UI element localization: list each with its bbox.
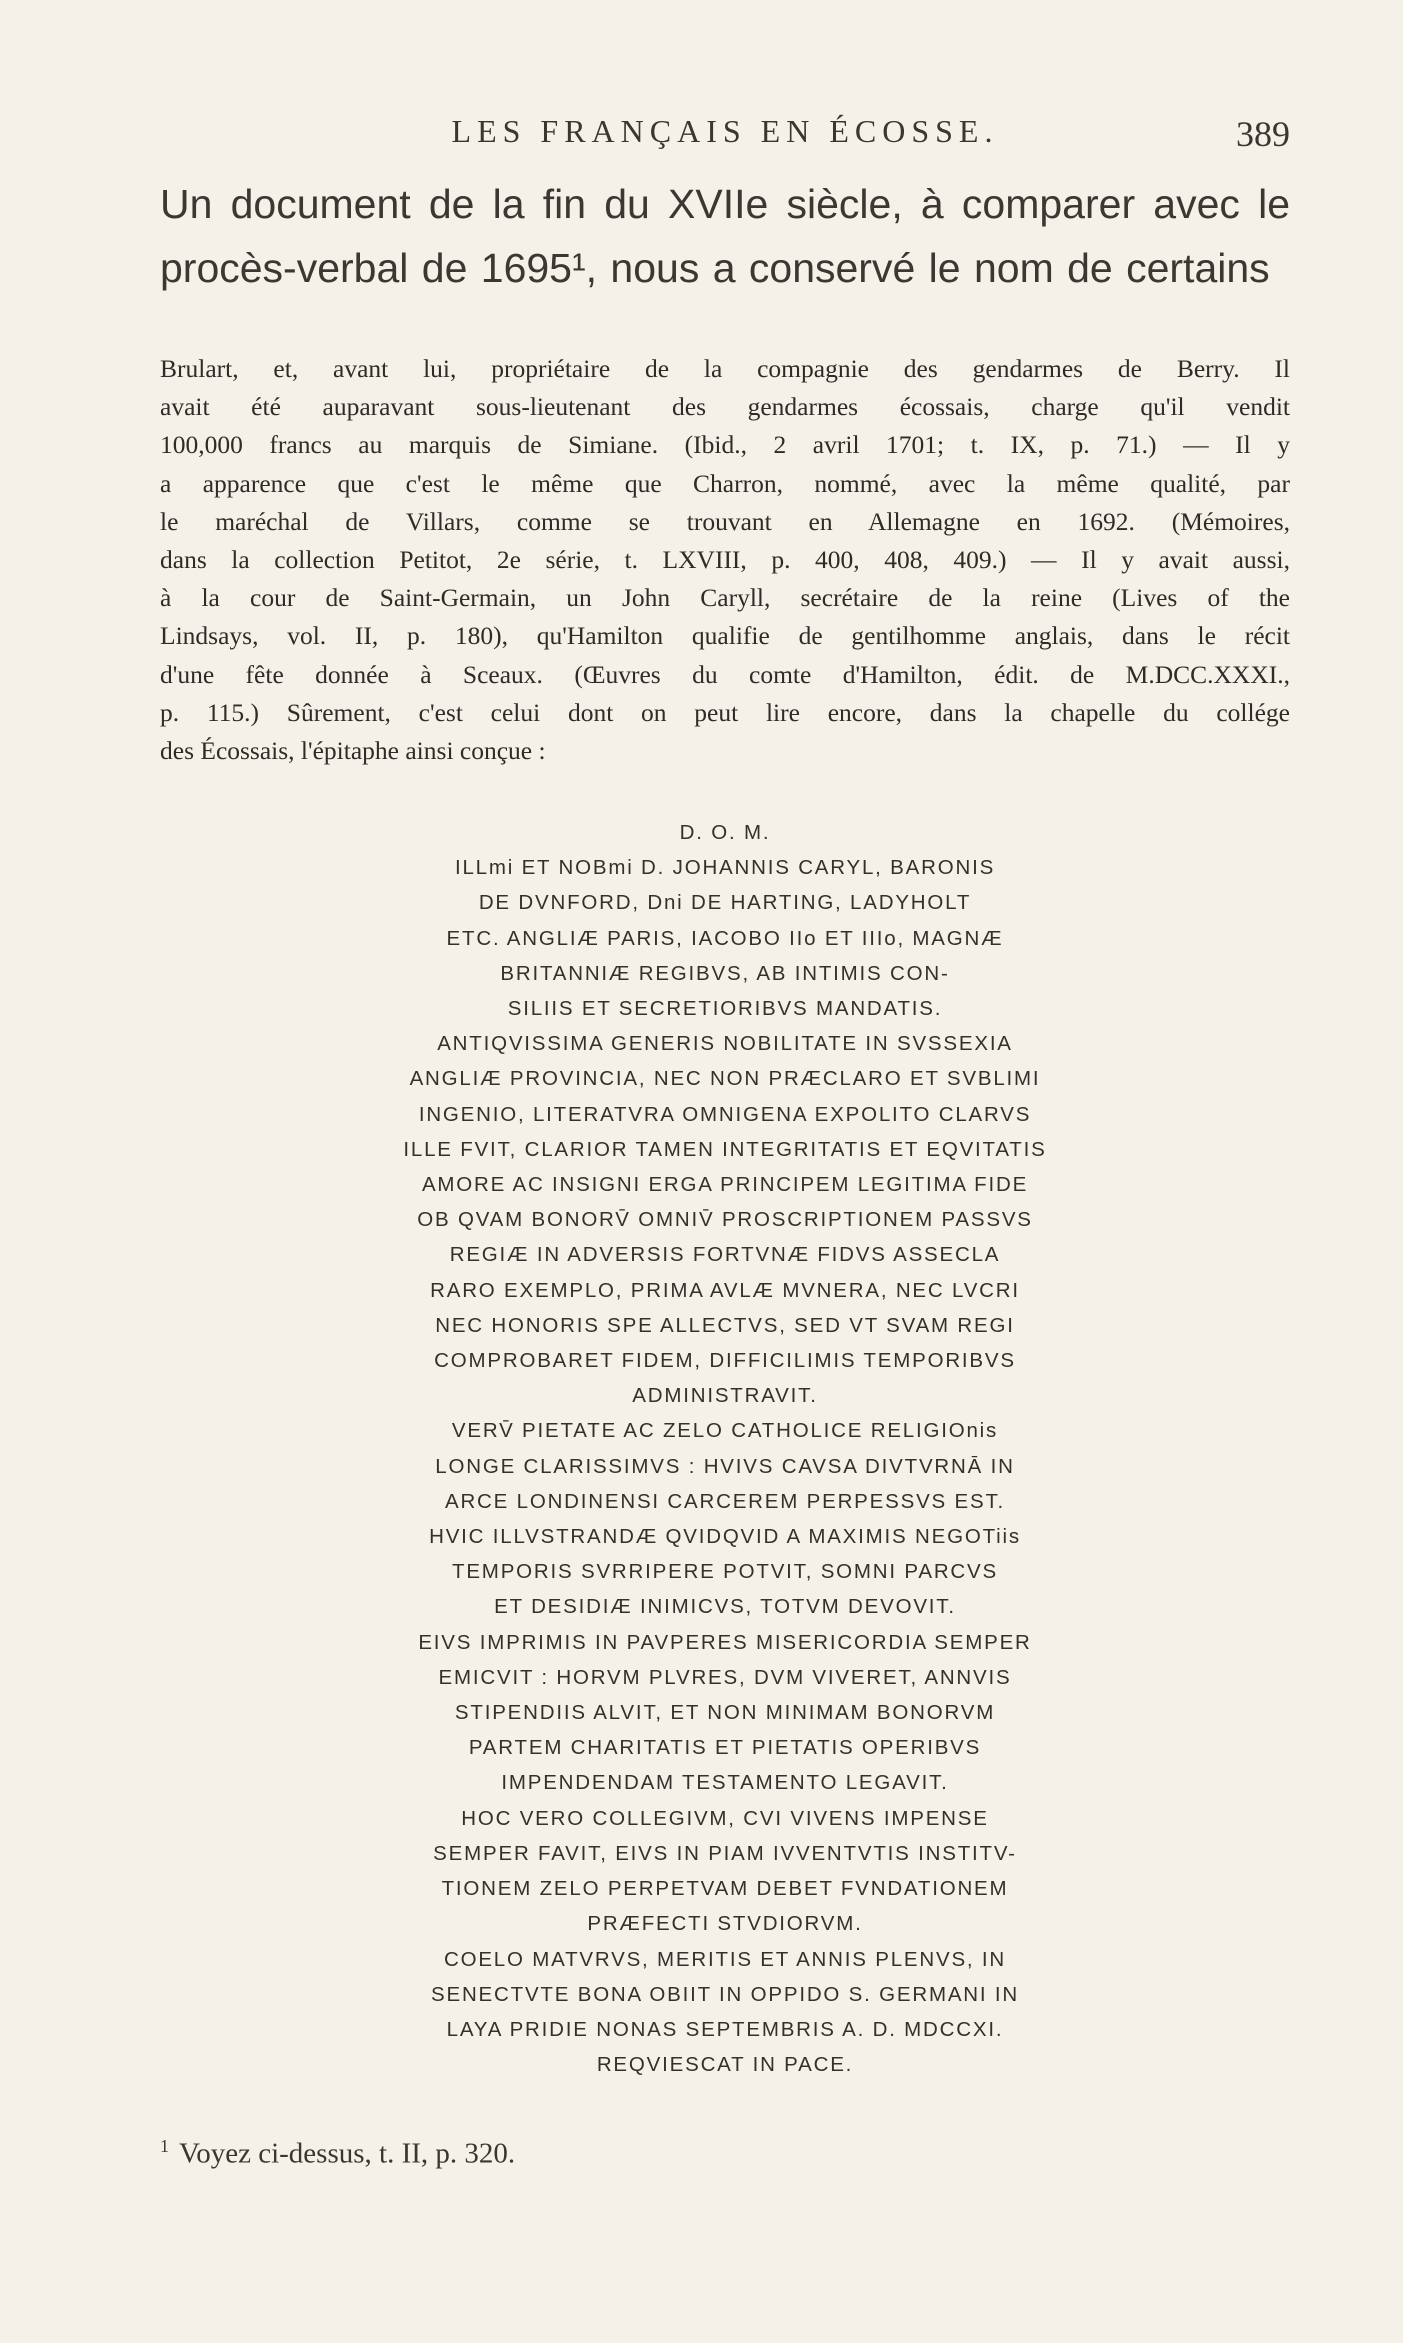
epitaph-line: ILLE FVIT, CLARIOR TAMEN INTEGRITATIS ET EQVITATIS — [403, 1137, 1047, 1161]
epitaph-line: ETC. ANGLIÆ PARIS, IACOBO IIo ET IIIo, MAGNÆ — [446, 926, 1004, 950]
epitaph-line: SILIIS ET SECRETIORIBVS MANDATIS. — [507, 997, 943, 1021]
note-line: a apparence que c'est le même que Charron, nommé, avec la même qualité, par — [160, 468, 1290, 498]
epitaph-line: DE DVNFORD, Dni DE HARTING, LADYHOLT — [478, 891, 972, 915]
page-header — [160, 113, 1290, 163]
note-line: Lindsays, vol. II, p. 180), qu'Hamilton qualifie de gentilhomme anglais, dans le récit — [160, 621, 1290, 651]
epitaph-line: ILLmi ET NOBmi D. JOHANNIS CARYL, BARONIS — [454, 856, 996, 880]
epitaph-line: COELO MATVRVS, MERITIS ET ANNIS PLENVS, IN — [443, 1947, 1007, 1971]
epitaph-line: IMPENDENDAM TESTAMENTO LEGAVIT. — [501, 1771, 949, 1795]
epitaph-line: LONGE CLARISSIMVS : HVIVS CAVSA DIVTVRNĀ IN — [435, 1454, 1015, 1478]
epitaph-line: INGENIO, LITERATVRA OMNIGENA EXPOLITO CLARVS — [418, 1102, 1032, 1126]
epitaph-line: ADMINISTRAVIT. — [632, 1384, 818, 1408]
epitaph-line: SEMPER FAVIT, EIVS IN PIAM IVVENTVTIS INSTITV- — [433, 1841, 1017, 1865]
epitaph-line: ARCE LONDINENSI CARCEREM PERPESSVS EST. — [444, 1489, 1006, 1513]
epitaph-line: LAYA PRIDIE NONAS SEPTEMBRIS A. D. MDCCXI. — [446, 2017, 1004, 2041]
footnote-marker: 1 — [160, 2136, 169, 2156]
note-line: avait été auparavant sous-lieutenant des gendarmes écossais, charge qu'il vendit — [160, 392, 1290, 422]
continued-note — [160, 350, 1290, 770]
epitaph-line: VERV̄ PIETATE AC ZELO CATHOLICE RELIGIOnis — [451, 1419, 999, 1443]
epitaph-line: HOC VERO COLLEGIVM, CVI VIVENS IMPENSE — [461, 1806, 989, 1830]
epitaph-line: PARTEM CHARITATIS ET PIETATIS OPERIBVS — [468, 1736, 982, 1760]
epitaph-line: PRÆFECTI STVDIORVM. — [587, 1912, 863, 1936]
epitaph-line: STIPENDIIS ALVIT, ET NON MINIMAM BONORVM — [454, 1701, 996, 1725]
note-line: d'une fête donnée à Sceaux. (Œuvres du comte d'Hamilton, édit. de M.DCC.XXXI., — [160, 659, 1290, 689]
epitaph-line: AMORE AC INSIGNI ERGA PRINCIPEM LEGITIMA FIDE — [421, 1173, 1029, 1197]
epitaph-line: COMPROBARET FIDEM, DIFFICILIMIS TEMPORIBVS — [434, 1349, 1016, 1373]
epitaph-line: ANGLIÆ PROVINCIA, NEC NON PRÆCLARO ET SVBLIMI — [409, 1067, 1041, 1091]
epitaph-line: OB QVAM BONORV̄ OMNIV̄ PROSCRIPTIONEM PASSVS — [417, 1208, 1033, 1232]
epitaph-line: TIONEM ZELO PERPETVAM DEBET FVNDATIONEM — [441, 1877, 1009, 1901]
epitaph-line: RARO EXEMPLO, PRIMA AVLÆ MVNERA, NEC LVCRI — [430, 1278, 1020, 1302]
note-line: Brulart, et, avant lui, propriétaire de la compagnie des gendarmes de Berry. Il — [160, 354, 1290, 383]
note-line: le maréchal de Villars, comme se trouvant en Allemagne en 1692. (Mémoires, — [160, 506, 1290, 536]
running-title: LES FRANÇAIS EN ÉCOSSE. — [451, 113, 999, 149]
note-line: p. 115.) Sûrement, c'est celui dont on peut lire encore, dans la chapelle du collége — [160, 697, 1290, 727]
epitaph-line: NEC HONORIS SPE ALLECTVS, SED VT SVAM REGI — [435, 1313, 1015, 1337]
note-line: à la cour de Saint-Germain, un John Caryll, secrétaire de la reine (Lives of the — [160, 583, 1290, 613]
epitaph-line: SENECTVTE BONA OBIIT IN OPPIDO S. GERMANI IN — [431, 1982, 1019, 2006]
epitaph-line: REGIÆ IN ADVERSIS FORTVNÆ FIDVS ASSECLA — [449, 1243, 1001, 1267]
epitaph-line: EIVS IMPRIMIS IN PAVPERES MISERICORDIA SEMPER — [418, 1630, 1032, 1654]
epitaph-line: EMICVIT : HORVM PLVRES, DVM VIVERET, ANNVIS — [438, 1665, 1012, 1689]
note-line: dans la collection Petitot, 2e série, t. LXVIII, p. 400, 408, 409.) — Il y avait aussi, — [160, 545, 1290, 575]
epitaph-inscription — [160, 815, 1290, 2082]
epitaph-line: TEMPORIS SVRRIPERE POTVIT, SOMNI PARCVS — [452, 1560, 998, 1584]
epitaph-line: HVIC ILLVSTRANDÆ QVIDQVID A MAXIMIS NEGOTiis — [429, 1525, 1021, 1549]
main-paragraph: Un document de la fin du XVIIe siècle, à comparer avec le procès-verbal de 1695¹, nous a conservé le nom de certains — [160, 181, 1290, 291]
epitaph-line: REQVIESCAT IN PACE. — [596, 2053, 854, 2077]
epitaph-line: ET DESIDIÆ INIMICVS, TOTVM DEVOVIT. — [494, 1595, 956, 1619]
footnote — [160, 2126, 1290, 2174]
note-line: 100,000 francs au marquis de Simiane. (Ibid., 2 avril 1701; t. IX, p. 71.) — Il y — [160, 430, 1290, 460]
epitaph-line: BRITANNIÆ REGIBVS, AB INTIMIS CON- — [500, 961, 950, 985]
note-line: des Écossais, l'épitaphe ainsi conçue : — [160, 736, 546, 766]
epitaph-line: D. O. M. — [679, 821, 771, 844]
footnote-text: Voyez ci-dessus, t. II, p. 320. — [179, 2137, 516, 2170]
page-number: 389 — [1236, 114, 1290, 154]
epitaph-line: ANTIQVISSIMA GENERIS NOBILITATE IN SVSSEXIA — [437, 1032, 1013, 1056]
